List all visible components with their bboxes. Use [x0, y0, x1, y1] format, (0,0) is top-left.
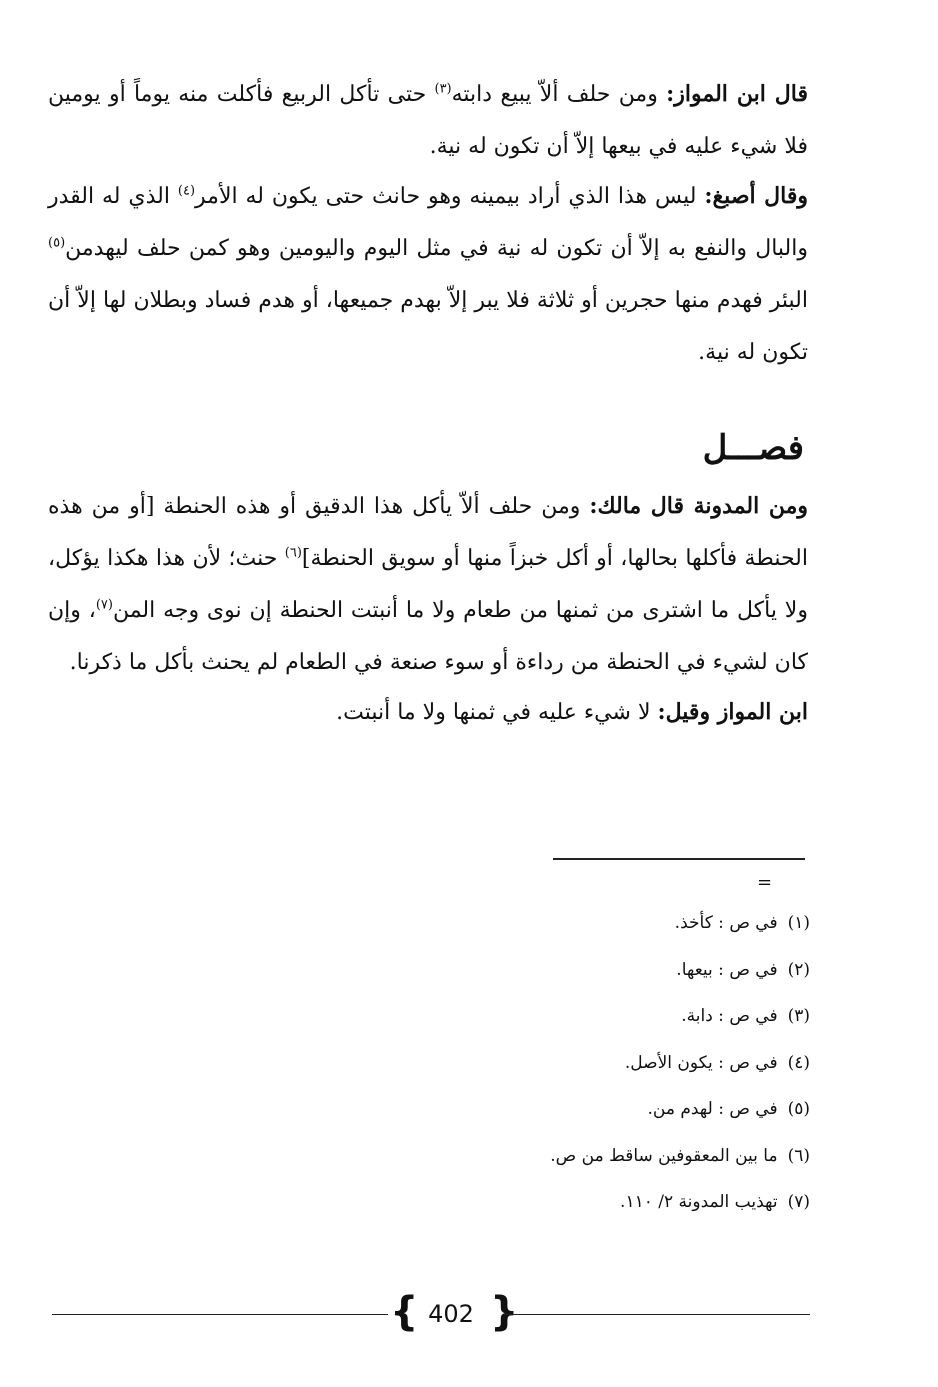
footnote-number: (٤) [787, 1052, 810, 1073]
footnote-item [250, 1179, 810, 1226]
page-footer [52, 1290, 810, 1336]
paragraph-3-lead: ومن المدونة قال مالك: [589, 493, 808, 519]
footnote-number: (٣) [787, 1006, 810, 1026]
paragraph-1 [48, 68, 808, 173]
footnote-ref-4: (٤) [177, 183, 196, 199]
page-number: 402 [428, 1300, 474, 1328]
paragraph-4-text: لا شيء عليه في ثمنها ولا ما أنبتت. [336, 700, 658, 725]
paragraph-1-text-a: ومن حلف ألاّ يبيع دابته [451, 82, 667, 107]
footnote-text: في ص : لهدم من. [647, 1099, 778, 1119]
paragraph-3-text-a: ومن حلف ألاّ يأكل هذا الدقيق أو هذه الحنطة [أو من هذه الحنطة فأكلها بحالها، أو أكل خبزاً منها أو سويق الحنطة] [48, 494, 808, 571]
footnote-text: تهذيب المدونة ٢/ ١١٠. [620, 1192, 778, 1212]
footnote-text: في ص : كأخذ. [674, 913, 778, 933]
footnote-ref-6: (٦) [284, 545, 302, 561]
section-heading: فصـــل [702, 428, 804, 468]
paragraph-1-text-b: حتى تأكل الربيع فأكلت منه يوماً أو يومين فلا شيء عليه في بيعها إلاّ أن تكون له نية. [48, 82, 808, 159]
footnote-ref-5: (٥) [48, 235, 66, 251]
footnote-text: في ص : دابة. [681, 1006, 778, 1026]
paragraph-3-text-c: ، وإن كان لشيء في الحنطة من رداءة أو سوء صنعة في الطعام لم يحنث بأكل ما ذكرنا. [48, 598, 808, 675]
footnotes-list [250, 900, 810, 1226]
footnote-text: في ص : بيعها. [676, 959, 778, 980]
paragraph-2-text-b: الذي له القدر والبال والنفع به إلاّ أن تكون له نية في مثل اليوم واليومين وهو كمن حلف ليهدمن [48, 184, 808, 261]
footnote-number: (٢) [787, 959, 810, 980]
left-brace-ornament: { [390, 1289, 419, 1335]
footnote-item [250, 993, 810, 1040]
footnote-divider [553, 858, 805, 860]
footnote-number: (٧) [787, 1192, 810, 1212]
footer-rule-left [52, 1314, 388, 1315]
footnote-ref-7: (٧) [95, 597, 113, 613]
paragraph-2-text-a: ليس هذا الذي أراد بيمينه وهو حانث حتى يكون له الأمر [195, 184, 705, 209]
footnote-text: في ص : يكون الأصل. [624, 1052, 778, 1073]
paragraph-3 [48, 480, 808, 689]
paragraph-1-lead: قال ابن المواز: [666, 81, 809, 107]
footnote-number: (٥) [787, 1099, 810, 1119]
paragraph-2-lead: وقال أصبغ: [704, 183, 808, 209]
footnote-item [250, 900, 810, 947]
footnote-item [250, 1040, 810, 1087]
footnote-item [250, 1086, 810, 1133]
footnote-number: (٦) [787, 1145, 810, 1166]
footnote-item [250, 947, 810, 994]
footnote-text: ما بين المعقوفين ساقط من ص. [550, 1145, 778, 1166]
paragraph-4-lead: ابن المواز وقيل: [657, 699, 808, 725]
footnote-ref-3: (٣) [434, 81, 452, 97]
paragraph-2 [48, 170, 808, 379]
footnote-continuation-mark: = [757, 872, 773, 893]
paragraph-2-text-c: البئر فهدم منها حجرين أو ثلاثة فلا يبر إلاّ بهدم جميعها، أو هدم فساد وبطلان لها إلاّ أن تكون له نية. [48, 288, 808, 365]
footnote-item [250, 1133, 810, 1180]
paragraph-3-text-b: حنث؛ لأن هذا هكذا يؤكل، ولا يأكل ما اشترى من ثمنها من طعام ولا ما أنبتت الحنطة إن نوى وجه المن [48, 546, 808, 623]
paragraph-4 [48, 686, 808, 739]
footer-rule-right [504, 1314, 810, 1315]
footnote-number: (١) [787, 913, 810, 933]
right-brace-ornament: } [490, 1289, 519, 1335]
